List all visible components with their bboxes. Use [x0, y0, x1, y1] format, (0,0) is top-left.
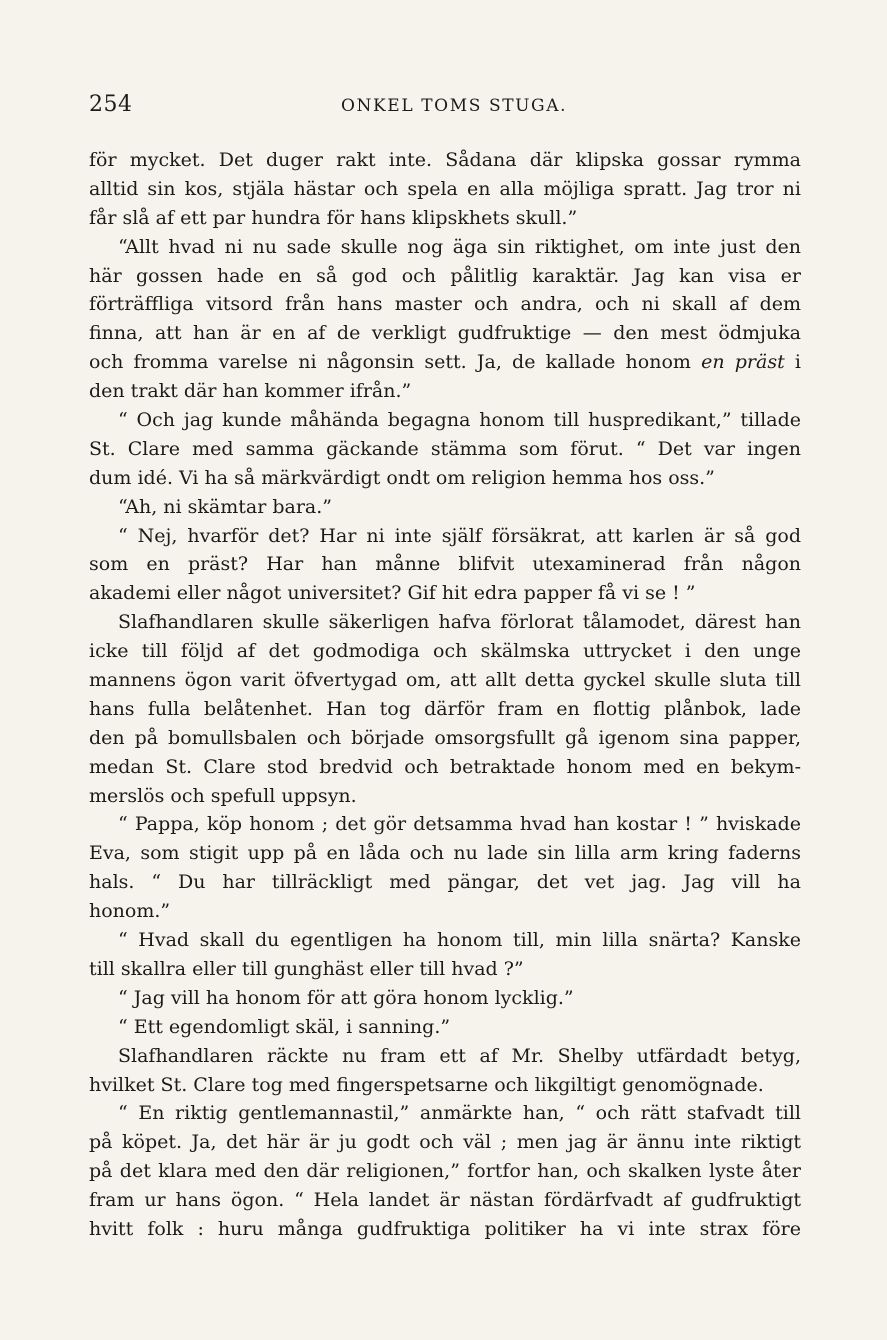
line-text: “ Och jag kunde måhända begagna honom till huspredikant,” tillade: [118, 409, 801, 432]
line-text: “ En riktig gentlemannastil,” anmärkte han, “ och rätt stafvadt till: [118, 1102, 801, 1125]
text-line: [89, 608, 801, 637]
text-line: [89, 753, 801, 782]
line-text: “ Pappa, köp honom ; det gör detsamma hvad han kostar ! ” hviskade: [118, 813, 801, 836]
text-line: [89, 955, 801, 984]
text-line: [89, 984, 801, 1013]
text-line: [89, 810, 801, 839]
text-line: [89, 1099, 801, 1128]
line-text: hans fulla belåtenhet. Han tog därför fram en flottig plånbok, lade: [89, 697, 801, 720]
line-text: dum idé. Vi ha så märkvärdigt ondt om religion hemma hos oss.”: [89, 466, 715, 489]
line-text: “ Ett egendomligt skäl, i sanning.”: [118, 1015, 451, 1038]
text-line: [89, 695, 801, 724]
line-text: på det klara med den där religionen,” fortfor han, och skalken lyste åter: [89, 1160, 801, 1183]
line-text: mannens ögon varit öfvertygad om, att allt detta gyckel skulle sluta till: [89, 669, 801, 692]
line-text: “ Nej, hvarför det? Har ni inte själf försäkrat, att karlen är så god: [118, 524, 801, 547]
text-line: [89, 868, 801, 897]
text-line: [89, 897, 801, 926]
line-text: på köpet. Ja, det här är ju godt och väl ; men jag är ännu inte riktigt: [89, 1131, 801, 1154]
text-line: [89, 1042, 801, 1071]
text-line: [89, 493, 801, 522]
text-line: [89, 204, 801, 233]
page-header: [89, 92, 801, 122]
text-line: [89, 146, 801, 175]
text-line: [89, 579, 801, 608]
text-line: [89, 782, 801, 811]
text-line: [89, 464, 801, 493]
text-line: [89, 262, 801, 291]
text-line: [89, 637, 801, 666]
text-line: [89, 406, 801, 435]
text-line: [89, 724, 801, 753]
line-text: St. Clare med samma gäckande stämma som förut. “ Det var ingen: [89, 437, 801, 460]
body-text: [89, 146, 801, 1244]
text-line: [89, 1157, 801, 1186]
text-line: [89, 290, 801, 319]
line-text: hvilket St. Clare tog med fingerspetsarne och likgiltigt genomögnade.: [89, 1073, 764, 1096]
italic-text: en präst: [701, 351, 785, 374]
text-line: [89, 666, 801, 695]
text-line: [89, 1071, 801, 1100]
line-text: som en präst? Har han månne blifvit utexaminerad från någon: [89, 553, 801, 576]
line-text: hvitt folk : huru många gudfruktiga politiker ha vi inte strax före: [89, 1217, 801, 1240]
text-line: [89, 1013, 801, 1042]
line-text: Eva, som stigit upp på en låda och nu lade sin lilla arm kring faderns: [89, 842, 801, 865]
line-text: den trakt där han kommer ifrån.”: [89, 380, 412, 403]
line-text: den på bomullsbalen och började omsorgsfullt gå igenom sina papper,: [89, 726, 801, 749]
line-text: till skallra eller till gunghäst eller till hvad ?”: [89, 957, 524, 980]
text-line: [89, 175, 801, 204]
line-text: hals. “ Du har tillräckligt med pängar, det vet jag. Jag vill ha: [89, 871, 801, 894]
text-line: [89, 926, 801, 955]
text-line: [89, 1128, 801, 1157]
line-text: för mycket. Det duger rakt inte. Sådana där klipska gossar rymma: [89, 149, 801, 171]
text-line: [89, 435, 801, 464]
line-text: Slafhandlaren räckte nu fram ett af Mr. Shelby utfärdadt betyg,: [118, 1044, 801, 1067]
line-text-after: i: [784, 351, 801, 374]
line-text: förträffliga vitsord från hans master och andra, och ni skall af dem: [89, 293, 801, 316]
text-line: [89, 522, 801, 551]
text-line: [89, 319, 801, 348]
line-text: och fromma varelse ni någonsin sett. Ja, de kallade honom: [89, 351, 702, 374]
line-text: “Ah, ni skämtar bara.”: [118, 495, 333, 518]
line-text: här gossen hade en så god och pålitlig karaktär. Jag kan visa er: [89, 264, 801, 287]
text-line: [89, 1186, 801, 1215]
line-text: medan St. Clare stod bredvid och betraktade honom med en bekym-: [89, 755, 801, 778]
line-text: akademi eller något universitet? Gif hit edra papper få vi se ! ”: [89, 582, 696, 605]
page-number: 254: [89, 92, 133, 117]
line-text: “ Hvad skall du egentligen ha honom till, min lilla snärta? Kanske: [118, 929, 801, 952]
line-text: får slå af ett par hundra för hans klipskhets skull.”: [89, 206, 578, 229]
line-text: “ Jag vill ha honom för att göra honom lycklig.”: [118, 986, 574, 1009]
line-text: alltid sin kos, stjäla hästar och spela en alla möjliga spratt. Jag tror ni: [89, 177, 801, 200]
line-text: merslös och spefull uppsyn.: [89, 784, 357, 807]
line-text: “Allt hvad ni nu sade skulle nog äga sin riktighet, om inte just den: [118, 235, 801, 258]
text-line: [89, 233, 801, 262]
line-text: honom.”: [89, 900, 171, 923]
text-line: [89, 839, 801, 868]
text-line: [89, 550, 801, 579]
text-line: [89, 1215, 801, 1244]
text-line: [89, 377, 801, 406]
running-title: ONKEL TOMS STUGA.: [341, 96, 568, 116]
line-text: finna, att han är en af de verkligt gudfruktige — den mest ödmjuka: [89, 322, 801, 345]
line-text: Slafhandlaren skulle säkerligen hafva förlorat tålamodet, därest han: [118, 611, 801, 634]
line-text: icke till följd af det godmodiga och skälmska uttrycket i den unge: [89, 640, 801, 663]
line-text: fram ur hans ögon. “ Hela landet är nästan fördärfvadt af gudfruktigt: [89, 1189, 801, 1212]
text-line: [89, 348, 801, 377]
